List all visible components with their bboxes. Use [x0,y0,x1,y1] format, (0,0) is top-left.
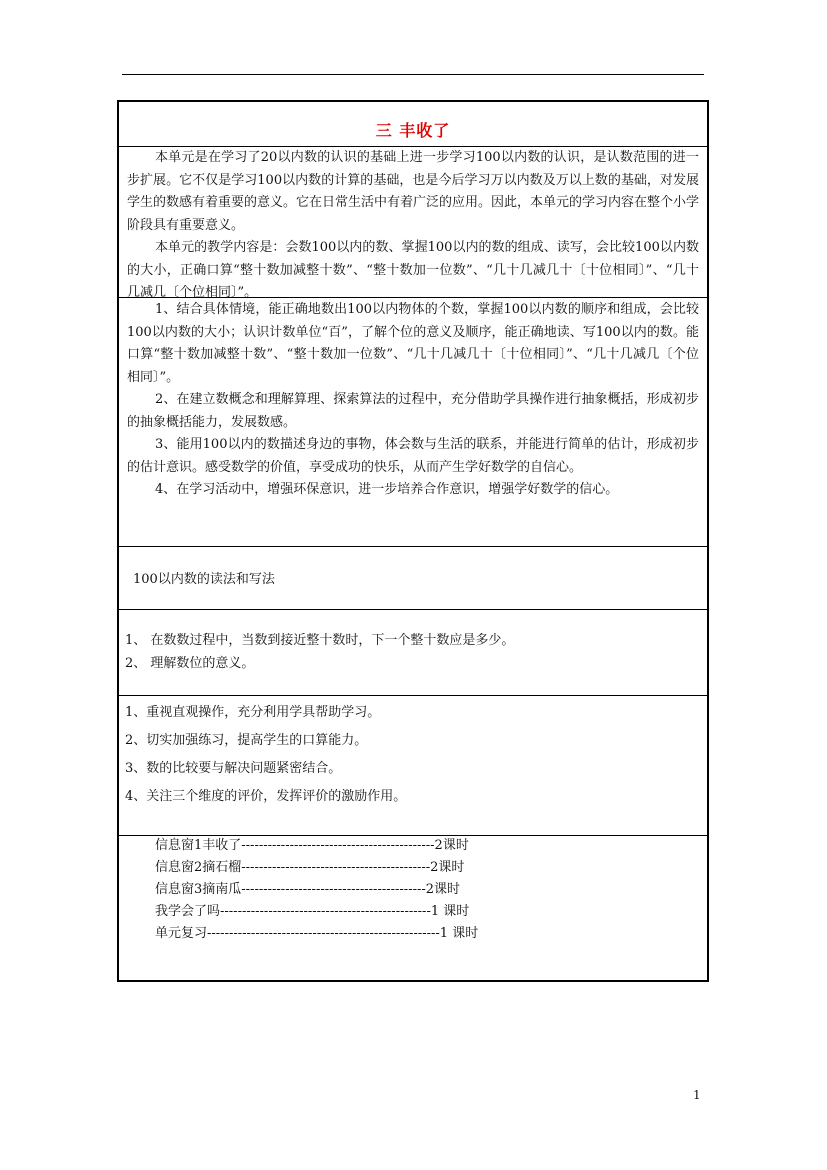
key-point-text: 100以内数的读法和写法 [133,572,275,587]
difficulty-item: 1、 在数数过程中，当数到接近整十数时，下一个整十数应是多少。 [125,633,515,648]
schedule-item: 信息窗1丰收了--------------------------------------------2课时 [155,838,469,853]
row-divider [119,609,707,610]
goals-cell [119,299,707,502]
suggestion-item: 3、数的比较要与解决问题紧密结合。 [125,761,342,776]
suggestion-item: 1、重视直观操作，充分利用学具帮助学习。 [125,705,381,720]
unit-plan-table [117,100,709,982]
row-divider [119,546,707,547]
schedule-item: 信息窗2摘石榴-------------------------------------------2课时 [155,860,465,875]
suggestions-cell [119,699,707,811]
intro-paragraph: 本单元是在学习了20以内数的认识的基础上进一步学习100以内数的认识，是认数范围的进一步扩展。它不仅是学习100以内数的计算的基础，也是今后学习万以内数及万以上数的基础，对发展学生的数感有着重要的意义。它在日常生活中有着广泛的应用。因此，本单元的学习内容在整个小学阶段具有重要意义。 [127,150,700,233]
difficulties-cell [119,629,707,675]
schedule-item: 单元复习-----------------------------------------------------1 课时 [155,926,479,941]
suggestion-item: 2、切实加强练习，提高学生的口算能力。 [125,733,368,748]
row-divider [119,695,707,696]
goal-item: 3、能用100以内的数描述身边的事物，体会数与生活的联系，并能进行简单的估计，形成初步的估计意识。感受数学的价值，享受成功的快乐，从而产生学好数学的自信心。 [127,437,699,475]
schedule-cell [119,835,707,945]
schedule-item: 信息窗3摘南瓜------------------------------------------2课时 [155,882,461,897]
schedule-item: 我学会了吗------------------------------------------------1 课时 [155,904,470,919]
unit-intro-cell [119,147,707,305]
unit-title: 三 丰收了 [375,121,451,140]
suggestion-item: 4、关注三个维度的评价，发挥评价的激励作用。 [125,789,407,804]
key-point-cell [119,568,707,587]
goal-item: 2、在建立数概念和理解算理、探索算法的过程中，充分借助学具操作进行抽象概括，形成初步的抽象概括能力，发展数感。 [127,392,699,430]
title-cell [119,102,707,146]
goal-item: 4、在学习活动中，增强环保意识，进一步培养合作意识，增强学好数学的信心。 [155,482,619,497]
intro-paragraph: 本单元的教学内容是：会数100以内的数、掌握100以内的数的组成、读写，会比较100以内数的大小，正确口算“整十数加减整十数”、“整十数加一位数”、“几十几减几十〔十位相同〕”、“几十几减几〔个位相同〕”。 [127,240,699,300]
row-divider [119,297,707,298]
goal-item: 1、结合具体情境，能正确地数出100以内物体的个数，掌握100以内数的顺序和组成，会比较100以内数的大小；认识计数单位“百”，了解个位的意义及顺序，能正确地读、写100以内的数。能口算“整十数加减整十数”、“整十数加一位数”、“几十几减几十〔十位相同〕”、“几十几减几〔个位相同〕”。 [127,302,699,385]
difficulty-item: 2、 理解数位的意义。 [125,656,255,671]
header-rule [122,74,704,75]
page-number: 1 [693,1088,701,1102]
